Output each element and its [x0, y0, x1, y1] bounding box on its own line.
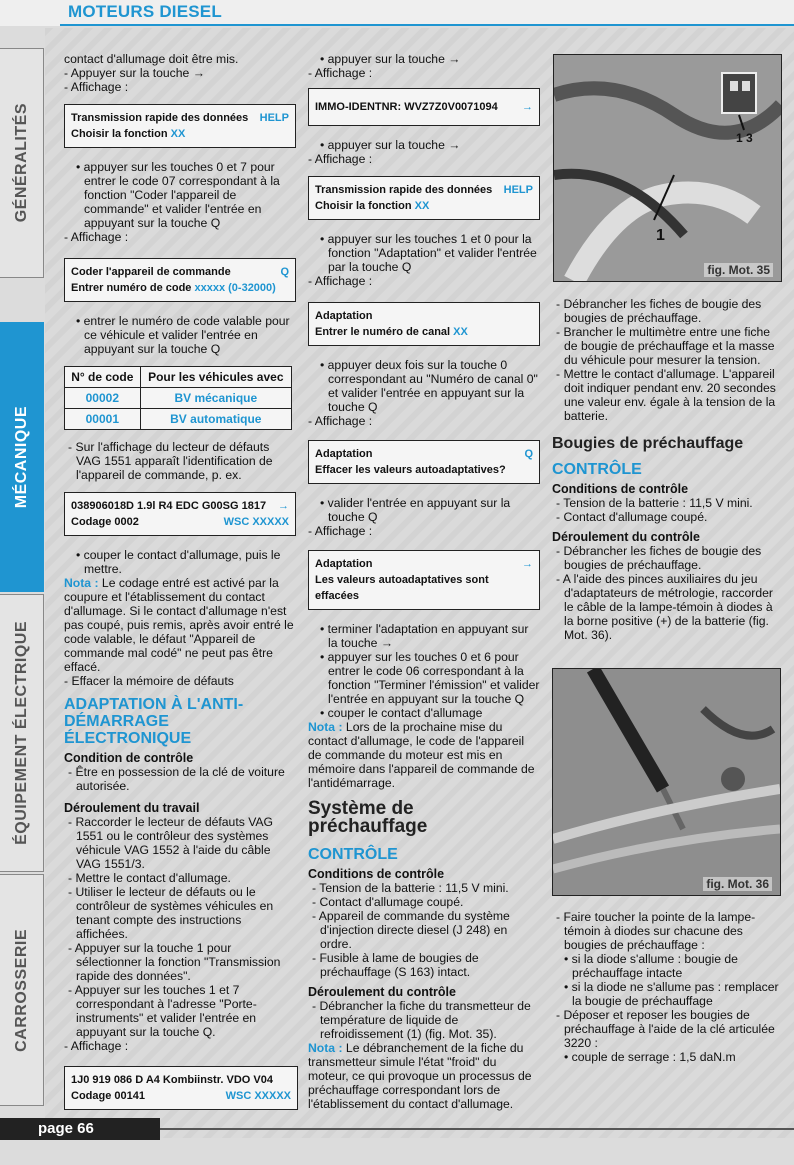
- screen-text: Entrer le numéro de canal: [315, 326, 451, 338]
- subheading: Conditions de contrôle: [552, 482, 689, 496]
- tab-carrosserie[interactable]: [0, 874, 44, 1106]
- text-line: - Affichage :: [64, 1039, 129, 1053]
- paragraph: - Fusible à lame de bougies de préchauffage (S 163) intact.: [312, 951, 479, 979]
- screen-text: Choisir la fonction: [315, 200, 412, 212]
- text-line: contact d'allumage doit être mis.: [64, 52, 239, 66]
- display-screen: [64, 258, 296, 302]
- screen-text: Transmission rapide des données: [71, 112, 249, 124]
- column-3-bottom: [552, 910, 782, 1064]
- paragraph: - Débrancher la fiche du transmetteur de température de liquide de refroidissement (1) (fig. Mot. 35).: [312, 999, 531, 1041]
- glow-plug-photo-illustration: [553, 669, 780, 895]
- screen-text: →: [522, 101, 533, 113]
- section-heading: Bougies de préchauffage: [552, 435, 744, 452]
- paragraph: - Brancher le multimètre entre une fiche de bougie de préchauffage et la masse du véhicule pour mesurer la tension.: [556, 325, 775, 367]
- figure-label: 1: [656, 227, 665, 244]
- paragraph: - Débrancher les fiches de bougie des bougies de préchauffage.: [556, 297, 762, 325]
- screen-value: xxxxx (0-32000): [194, 282, 276, 294]
- table-cell: BV automatique: [140, 409, 291, 430]
- screen-text: Coder l'appareil de commande: [71, 266, 231, 278]
- paragraph: • couper le contact d'allumage, puis le mettre.: [76, 548, 281, 576]
- table-row: [65, 409, 292, 430]
- side-tabs: [0, 40, 45, 1135]
- table-header: N° de code: [65, 367, 141, 388]
- subheading: Déroulement du contrôle: [308, 985, 456, 999]
- section-title: CONTRÔLE: [308, 846, 398, 863]
- column-3-top: [552, 297, 782, 642]
- screen-text: Codage 0002: [71, 516, 139, 528]
- header-rule: [60, 24, 794, 26]
- note-text: Le codage entré est activé par la coupure et l'établissement du contact d'allumage. Si le contact d'allumage n'est pas coupé, puis remis, après avoir entré le code valable, le défaut "Appareil de commande mal codé" ne peut pas être effacé.: [64, 576, 294, 674]
- screen-text: Entrer numéro de code: [71, 282, 192, 294]
- paragraph: • appuyer deux fois sur la touche 0 correspondant au "Numéro de canal 0" et valider l'entrée en appuyant sur la touche Q: [320, 358, 538, 414]
- note-text: Lors de la prochaine mise du contact d'allumage, le code de l'appareil de commande du moteur est mis en mémoire dans l'appareil de commande de l'antidémarrage.: [308, 720, 535, 790]
- subheading: Condition de contrôle: [64, 751, 194, 765]
- paragraph: • appuyer sur les touches 0 et 7 pour entrer le code 07 correspondant à la fonction "Coder l'appareil de commande" et valider l'entrée en appuyant sur la touche Q: [76, 160, 280, 230]
- paragraph: - Tension de la batterie : 11,5 V mini.: [556, 496, 753, 510]
- paragraph: - Appareil de commande du système d'injection directe diesel (J 248) en ordre.: [312, 909, 510, 951]
- screen-text: Adaptation: [315, 310, 373, 322]
- paragraph: - Mettre le contact d'allumage.: [68, 871, 231, 885]
- figure-caption: fig. Mot. 36: [703, 877, 772, 891]
- text-line: - Affichage :: [64, 80, 129, 94]
- column-2: [308, 52, 540, 1111]
- note-label: Nota :: [308, 720, 343, 734]
- note-label: Nota :: [64, 576, 99, 590]
- screen-value: WSC XXXXX: [223, 516, 289, 528]
- table-cell: 00001: [65, 409, 141, 430]
- paragraph: - Utiliser le lecteur de défauts ou le contrôleur de systèmes véhicules en tenant compte des instructions affichées.: [68, 885, 274, 941]
- display-screen: [308, 440, 540, 484]
- text-line: - Affichage :: [308, 414, 373, 428]
- page-footer: [0, 1118, 794, 1140]
- paragraph: • terminer l'adaptation en appuyant sur la touche →: [320, 622, 529, 650]
- screen-text: Choisir la fonction: [71, 128, 168, 140]
- section-title: ADAPTATION À L'ANTI-DÉMARRAGE ÉLECTRONIQUE: [64, 696, 244, 747]
- paragraph: - Débrancher les fiches de bougie des bougies de préchauffage.: [556, 544, 762, 572]
- screen-text: 1J0 919 086 D A4 Kombiinstr. VDO V04: [71, 1074, 273, 1086]
- paragraph: • si la diode ne s'allume pas : remplacer la bougie de préchauffage: [564, 980, 779, 1008]
- figure-mot-35: [553, 54, 782, 282]
- table-header: Pour les véhicules avec: [140, 367, 291, 388]
- table-row: [65, 388, 292, 409]
- tab-mecanique[interactable]: [0, 322, 44, 592]
- display-screen: [308, 176, 540, 220]
- column-1: [64, 52, 296, 1053]
- paragraph: - Appuyer sur la touche 1 pour sélectionner la fonction "Transmission rapide des données".: [68, 941, 281, 983]
- screen-text: IMMO-IDENTNR: WVZ7Z0V0071094: [315, 101, 498, 113]
- screen-text: 038906018D 1.9l R4 EDC G00SG 1817: [71, 500, 267, 512]
- text-line: - Affichage :: [308, 524, 373, 538]
- subheading: Déroulement du contrôle: [552, 530, 700, 544]
- text-line: - Affichage :: [308, 66, 373, 80]
- vehicle-code-table: [64, 366, 292, 430]
- table-cell: 00002: [65, 388, 141, 409]
- screen-value: XX: [170, 128, 186, 140]
- paragraph: - Contact d'allumage coupé.: [312, 895, 464, 909]
- display-screen: [64, 104, 296, 148]
- paragraph: • valider l'entrée en appuyant sur la touche Q: [320, 496, 511, 524]
- footer-rule: [160, 1128, 794, 1130]
- tab-label: ÉQUIPEMENT ÉLECTRIQUE: [12, 621, 30, 845]
- paragraph: - Contact d'allumage coupé.: [556, 510, 708, 524]
- paragraph: • appuyer sur la touche →: [320, 138, 461, 152]
- header-title: MOTEURS DIESEL: [68, 2, 222, 21]
- figure-label: 1 3: [736, 131, 753, 145]
- tab-label: MÉCANIQUE: [12, 405, 30, 509]
- display-screen: [308, 88, 540, 126]
- screen-value: WSC XXXXX: [225, 1090, 291, 1102]
- screen-text: Q: [280, 266, 289, 278]
- screen-text: Q: [524, 448, 533, 460]
- paragraph: - Faire toucher la pointe de la lampe-témoin à diodes sur chacune des bougies de préchauffage :: [556, 910, 756, 952]
- figure-mot-36: [552, 668, 781, 896]
- screen-text: HELP: [503, 184, 533, 196]
- display-screen: [308, 550, 540, 610]
- screen-text: →: [278, 500, 289, 512]
- paragraph: • appuyer sur les touches 0 et 6 pour entrer le code 06 correspondant à la fonction "Terminer l'émission" et valider l'entrée en appuyant sur la touche Q: [320, 650, 540, 706]
- paragraph: • couper le contact d'allumage: [320, 706, 483, 720]
- paragraph: • appuyer sur la touche →: [320, 52, 461, 66]
- paragraph: - Sur l'affichage du lecteur de défauts VAG 1551 apparaît l'identification de l'appareil de commande, p. ex.: [68, 440, 273, 482]
- paragraph: - Être en possession de la clé de voiture autorisée.: [68, 765, 285, 793]
- paragraph: - A l'aide des pinces auxiliaires du jeu d'adaptateurs de métrologie, raccorder le câble de la lampe-témoin à diodes à la borne positive (+) de la batterie (fig. Mot. 36).: [556, 572, 773, 642]
- text-line: - Effacer la mémoire de défauts: [64, 674, 234, 688]
- text-line: - Affichage :: [64, 230, 129, 244]
- screen-text: Transmission rapide des données: [315, 184, 493, 196]
- screen-text: Les valeurs autoadaptatives sont effacées: [315, 574, 489, 602]
- page-number: page 66: [38, 1120, 94, 1137]
- display-screen: [64, 492, 296, 536]
- paragraph: - Raccorder le lecteur de défauts VAG 1551 ou le contrôleur des systèmes véhicule VAG 1552 à l'aide du câble VAG 1551/3.: [68, 815, 274, 871]
- display-screen: [308, 302, 540, 346]
- paragraph: • appuyer sur les touches 1 et 0 pour la fonction "Adaptation" et valider l'entrée par la touche Q: [320, 232, 537, 274]
- paragraph: - Appuyer sur les touches 1 et 7 correspondant à l'adresse "Porte-instruments" et valider l'entrée en appuyant sur la touche Q.: [68, 983, 257, 1039]
- screen-text: Adaptation: [315, 558, 373, 570]
- page-header: [0, 0, 794, 26]
- paragraph: • couple de serrage : 1,5 daN.m: [564, 1050, 736, 1064]
- screen-text: Codage 00141: [71, 1090, 145, 1102]
- screen-text: →: [522, 558, 533, 570]
- screen-text: HELP: [259, 112, 289, 124]
- paragraph: - Mettre le contact d'allumage. L'appareil doit indiquer pendant env. 20 secondes une valeur env. égale à la tension de la batterie.: [556, 367, 776, 423]
- paragraph: • si la diode s'allume : bougie de préchauffage intacte: [564, 952, 738, 980]
- paragraph: - Déposer et reposer les bougies de préchauffage à l'aide de la clé articulée 3220 :: [556, 1008, 775, 1050]
- paragraph: - Tension de la batterie : 11,5 V mini.: [312, 881, 509, 895]
- tab-label: GÉNÉRALITÉS: [12, 103, 30, 223]
- section-heading: Système de préchauffage: [308, 798, 428, 837]
- paragraph: • entrer le numéro de code valable pour ce véhicule et valider l'entrée en appuyant sur la touche Q: [76, 314, 290, 356]
- tab-label: CARROSSERIE: [12, 928, 30, 1052]
- tab-equipement-electrique[interactable]: [0, 594, 44, 872]
- subheading: Déroulement du travail: [64, 801, 200, 815]
- screen-value: XX: [453, 326, 468, 338]
- text-line: - Affichage :: [308, 152, 373, 166]
- screen-text: Effacer les valeurs autoadaptatives?: [315, 464, 506, 476]
- note-text: Le débranchement de la fiche du transmetteur simule l'état "froid" du moteur, ce qui provoque un processus de préchauffage correspondant lors de l'établissement du contact d'allumage.: [308, 1041, 532, 1111]
- tab-generalites[interactable]: [0, 48, 44, 278]
- section-title: CONTRÔLE: [552, 461, 642, 478]
- engine-photo-illustration: [554, 55, 781, 281]
- screen-text: Adaptation: [315, 448, 373, 460]
- display-screen: [64, 1066, 298, 1110]
- subheading: Conditions de contrôle: [308, 867, 445, 881]
- figure-caption: fig. Mot. 35: [704, 263, 773, 277]
- table-cell: BV mécanique: [140, 388, 291, 409]
- text-line: - Appuyer sur la touche →: [64, 66, 205, 80]
- screen-value: XX: [414, 200, 430, 212]
- text-line: - Affichage :: [308, 274, 373, 288]
- note-label: Nota :: [308, 1041, 343, 1055]
